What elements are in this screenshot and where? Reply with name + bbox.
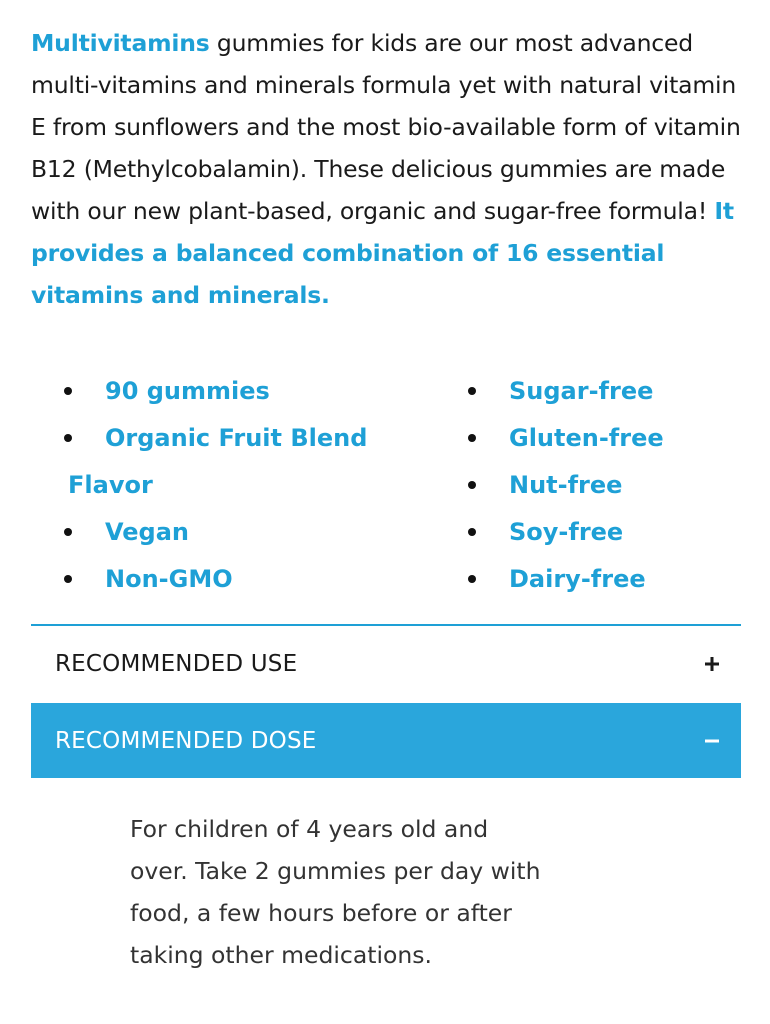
accordion-label: RECOMMENDED USE	[55, 651, 298, 677]
accordion-recommended-dose[interactable]	[31, 703, 741, 778]
feature-item	[468, 417, 768, 464]
feature-label: 90 gummies	[105, 377, 270, 405]
feature-label: Gluten-free	[509, 424, 664, 452]
bullet-icon	[64, 387, 72, 395]
description-text: gummies for kids are our most advanced multi-vitamins and minerals formula yet with natural vitamin E from sunflowers and the most bio-available form of vitamin B12 (Methylcobalamin). These delicious gummies are made with our new plant-based, organic and sugar-free formula!	[31, 29, 741, 225]
feature-item	[64, 511, 424, 558]
feature-label: Nut-free	[509, 471, 623, 499]
bullet-icon	[64, 575, 72, 583]
feature-item	[468, 464, 768, 511]
feature-item-continuation	[64, 464, 424, 511]
bullet-icon	[468, 528, 476, 536]
feature-list-left	[64, 370, 424, 605]
brand-name: Multivitamins	[31, 29, 210, 57]
description-highlight: It provides a balanced combination of 16 essential vitamins and minerals.	[31, 197, 734, 309]
feature-label: Vegan	[105, 518, 189, 546]
bullet-icon	[468, 434, 476, 442]
bullet-icon	[64, 434, 72, 442]
accordion-label: RECOMMENDED DOSE	[55, 727, 317, 754]
accordion-recommended-use[interactable]	[31, 626, 741, 702]
feature-label: Organic Fruit Blend	[105, 424, 368, 452]
recommended-dose-content: For children of 4 years old and over. Take 2 gummies per day with food, a few hours before or after taking other medications.	[130, 815, 541, 969]
plus-icon[interactable]	[705, 657, 719, 671]
feature-item	[64, 558, 424, 605]
bullet-icon	[468, 387, 476, 395]
feature-item	[468, 558, 768, 605]
feature-item	[64, 370, 424, 417]
feature-label: Flavor	[68, 471, 153, 499]
bullet-icon	[64, 528, 72, 536]
bullet-icon	[468, 481, 476, 489]
minus-icon[interactable]	[705, 734, 719, 748]
feature-label: Dairy-free	[509, 565, 646, 593]
feature-list-right	[468, 370, 768, 605]
bullet-icon	[468, 575, 476, 583]
feature-item	[468, 511, 768, 558]
product-description	[31, 22, 743, 316]
feature-label: Non-GMO	[105, 565, 233, 593]
feature-label: Soy-free	[509, 518, 624, 546]
feature-item	[468, 370, 768, 417]
feature-item	[64, 417, 424, 464]
feature-list	[64, 370, 754, 606]
feature-label: Sugar-free	[509, 377, 654, 405]
